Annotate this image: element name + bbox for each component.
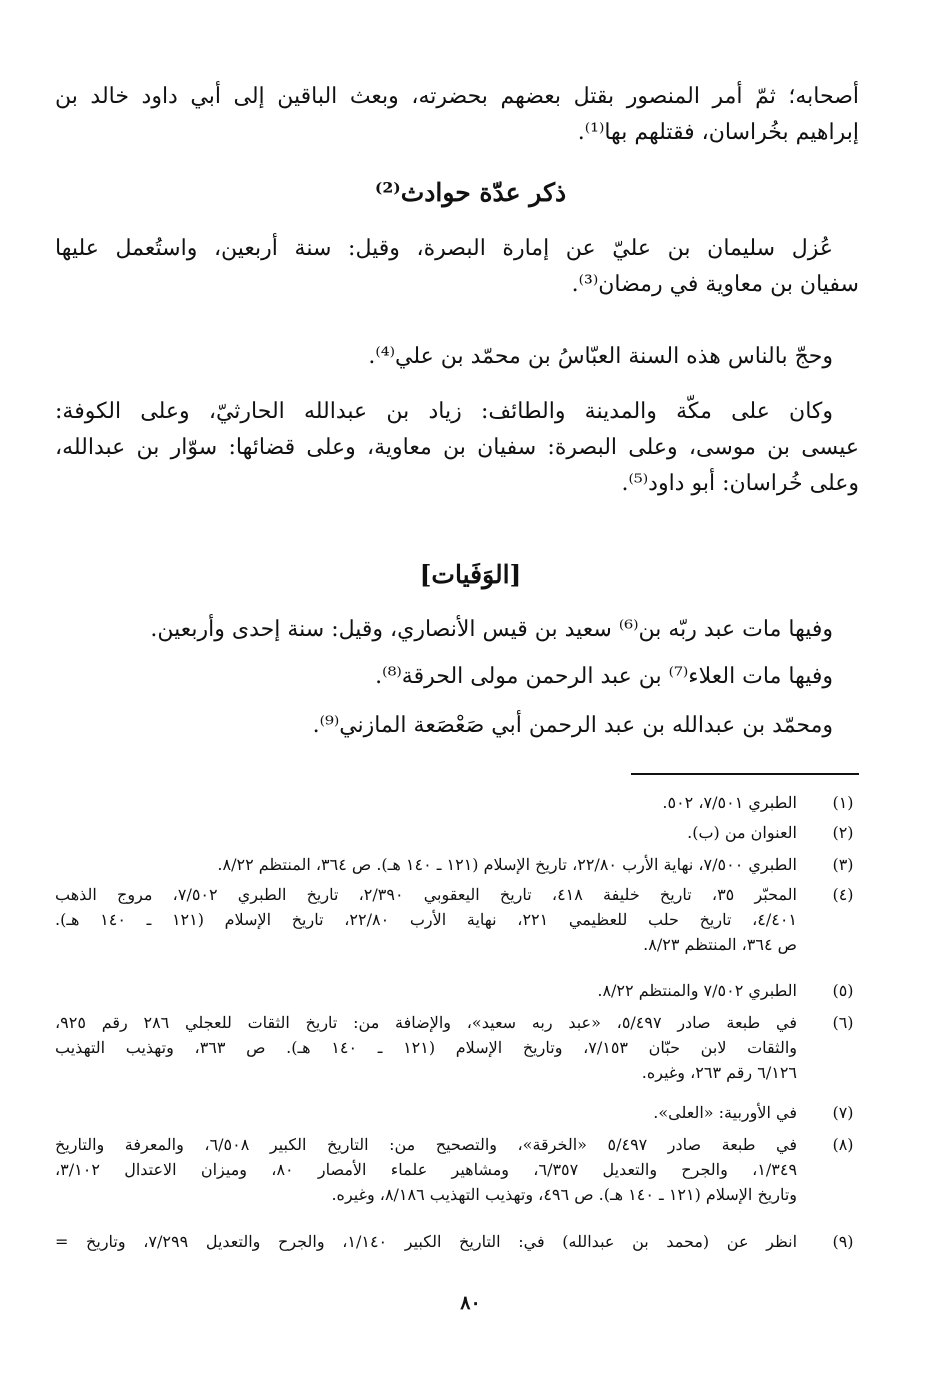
intro-line-2: إبراهيم بخُراسان، فقتلهم بها⁽¹⁾. <box>577 120 859 145</box>
footnote-1 <box>55 790 859 815</box>
footnote-number: (٤) <box>832 885 854 904</box>
footnote-text: وتاريخ الإسلام (١٢١ ـ ١٤٠ هـ). ص ٤٩٦، وتهذيب التهذيب ٨/١٨٦، وغيره. <box>331 1185 797 1204</box>
footnote-number: (٧) <box>832 1103 854 1122</box>
death-line-2: وفيها مات العلاء⁽⁷⁾ بن عبد الرحمن مولى الحرقة⁽⁸⁾. <box>375 664 833 689</box>
footnote-text: انظر عن (محمد بن عبدالله) في: التاريخ الكبير ١/١٤٠، والجرح والتعديل ٧/٢٩٩، وتاريخ = <box>55 1232 798 1251</box>
footnote-text: ١/٣٤٩، والجرح والتعديل ٦/٣٥٧، ومشاهير علماء الأمصار ٨٠، وميزان الاعتدال ٣/١٠٢، <box>55 1160 798 1179</box>
footnote-text: الطبري ٧/٥٠٢ والمنتظم ٨/٢٢. <box>597 981 797 1000</box>
intro-line-1: أصحابه؛ ثمّ أمر المنصور بقتل بعضهم بحضرته، وبعث الباقين إلى أبي داود خالد بن <box>55 84 859 109</box>
footnote-number: (١) <box>832 793 854 812</box>
footnote-number: (٥) <box>832 981 854 1000</box>
footnote-text: المحبّر ٣٥، تاريخ خليفة ٤١٨، تاريخ اليعقوبي ٢/٣٩٠، تاريخ الطبري ٧/٥٠٢، مروج الذهب <box>55 885 797 904</box>
footnote-8 <box>55 1132 859 1207</box>
footnote-text: ٦/١٢٦ رقم ٢٦٣، وغيره. <box>641 1063 797 1082</box>
page-number: ٨٠ <box>460 1292 481 1314</box>
footnote-7 <box>55 1100 859 1125</box>
death-line-3: ومحمّد بن عبدالله بن عبد الرحمن أبي صَعْصَعة المازني⁽⁹⁾. <box>312 713 833 738</box>
footnote-text: الطبري ٧/٥٠١، ٥٠٢. <box>662 793 797 812</box>
footnote-9 <box>55 1229 859 1254</box>
para2-line: وحجّ بالناس هذه السنة العبّاسُ بن محمّد بن علي⁽⁴⁾. <box>368 344 833 369</box>
footnote-number: (٩) <box>832 1232 854 1251</box>
footnote-text: ص ٣٦٤، المنتظم ٨/٢٣. <box>643 935 797 954</box>
footnote-number: (٨) <box>832 1135 854 1154</box>
footnote-text: في طبعة صادر ٥/٤٩٧ «الخرقة»، والتصحيح من: التاريخ الكبير ٦/٥٠٨، والمعرفة والتاريخ <box>55 1135 798 1154</box>
footnote-3 <box>55 852 859 877</box>
footnote-6 <box>55 1010 859 1085</box>
footnote-text: والثقات لابن حبّان ٧/١٥٣، وتاريخ الإسلام (١٢١ ـ ١٤٠ هـ). ص ٣٦٣، وتهذيب التهذيب <box>55 1038 798 1057</box>
para1-line-1: عُزل سليمان بن عليّ عن إمارة البصرة، وقيل: سنة أربعين، واستُعمل عليها <box>55 236 833 261</box>
footnote-text: في الأوربية: «العلى». <box>653 1103 797 1122</box>
footnote-separator <box>631 773 859 775</box>
para3-line-2: عيسى بن موسى، وعلى البصرة: سفيان بن معاوية، وعلى قضائها: سوّار بن عبدالله، <box>55 435 859 460</box>
footnote-text: الطبري ٧/٥٠٠، نهاية الأرب ٢٢/٨٠، تاريخ الإسلام (١٢١ ـ ١٤٠ هـ). ص ٣٦٤، المنتظم ٨/٢٢. <box>217 855 797 874</box>
section-heading-events: ذكر عدّة حوادث⁽²⁾ <box>374 178 567 207</box>
death-line-1: وفيها مات عبد ربّه بن⁽⁶⁾ سعيد بن قيس الأنصاري، وقيل: سنة إحدى وأربعين. <box>150 617 833 642</box>
para3-line-3: وعلى خُراسان: أبو داود⁽⁵⁾. <box>621 471 859 496</box>
footnote-5 <box>55 978 859 1003</box>
footnote-4 <box>55 882 859 957</box>
footnote-number: (٢) <box>832 823 854 842</box>
para1-line-2: سفيان بن معاوية في رمضان⁽³⁾. <box>571 272 859 297</box>
footnote-number: (٣) <box>832 855 854 874</box>
section-heading-deaths: [الوَفَيات] <box>419 560 522 589</box>
footnote-text: العنوان من (ب). <box>687 823 797 842</box>
footnote-text: في طبعة صادر ٥/٤٩٧، «عبد ربه سعيد»، والإضافة من: تاريخ الثقات للعجلي ٢٨٦ رقم ٩٢٥، <box>55 1013 797 1032</box>
footnote-text: ٤/٤٠١، تاريخ حلب للعظيمي ٢٢١، نهاية الأرب ٢٢/٨٠، تاريخ الإسلام (١٢١ ـ ١٤٠ هـ). <box>55 910 798 929</box>
footnote-number: (٦) <box>832 1013 854 1032</box>
footnote-2 <box>55 820 859 845</box>
para3-line-1: وكان على مكّة والمدينة والطائف: زياد بن عبدالله الحارثيّ، وعلى الكوفة: <box>55 399 833 424</box>
